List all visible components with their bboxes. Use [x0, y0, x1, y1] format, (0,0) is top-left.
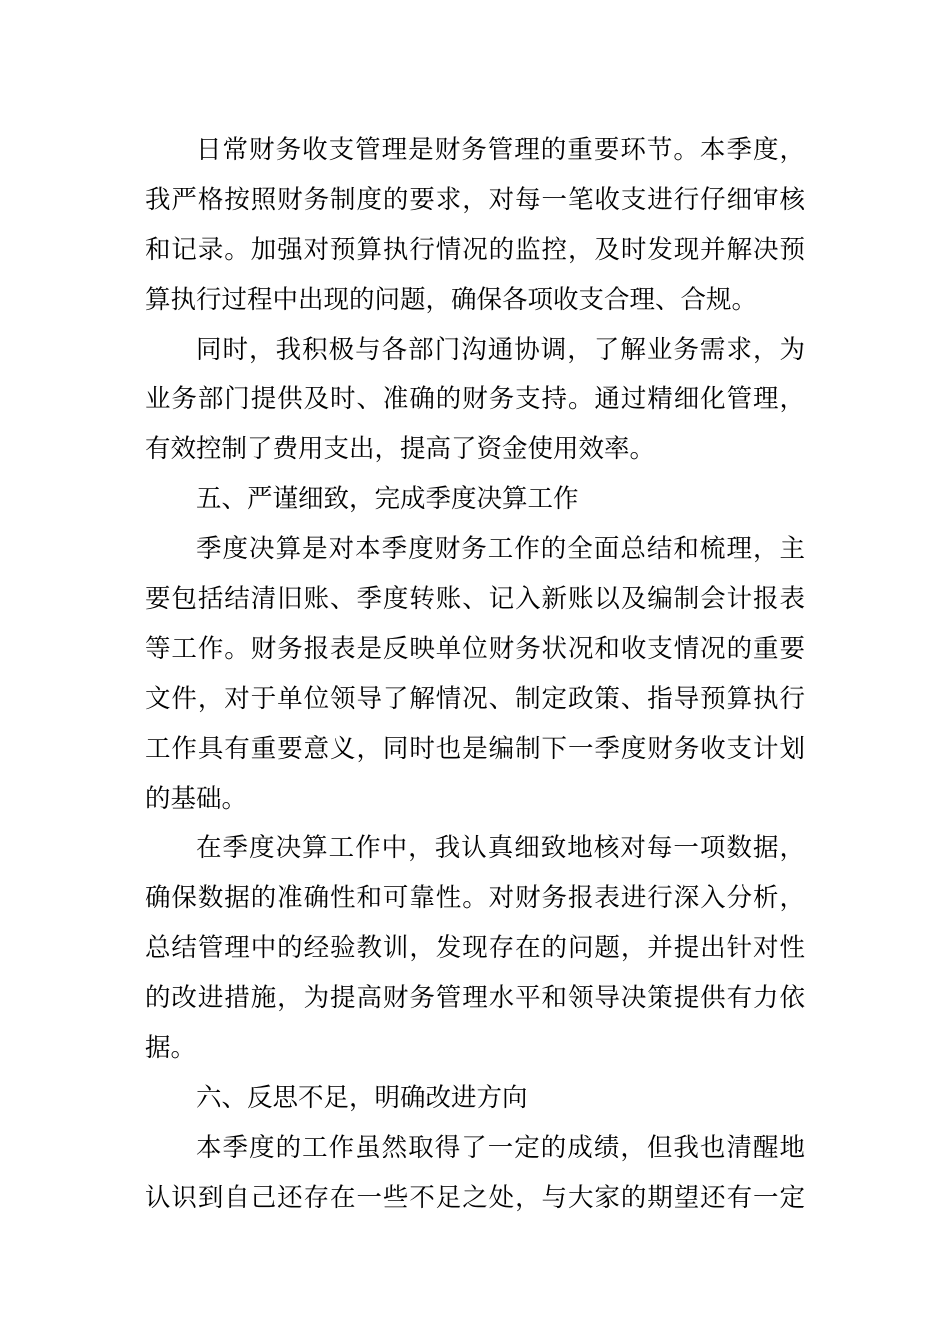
- body-paragraph: [145, 126, 805, 326]
- body-paragraph: [145, 824, 805, 1073]
- paragraph-line: 在季度决算工作中，我认真细致地核对每一项数据，: [196, 833, 805, 864]
- paragraph-line: 的改进措施，为提高财务管理水平和领导决策提供有力依: [145, 983, 805, 1014]
- paragraph-line: 业务部门提供及时、准确的财务支持。通过精细化管理，: [145, 384, 805, 415]
- paragraph-line: 同时，我积极与各部门沟通协调，了解业务需求，为: [196, 334, 805, 365]
- heading-text: 五、严谨细致，完成季度决算工作: [196, 484, 579, 515]
- body-paragraph: [145, 1124, 805, 1224]
- paragraph-line: 要包括结清旧账、季度转账、记入新账以及编制会计报表: [145, 584, 805, 615]
- paragraph-line: 据。: [145, 1033, 197, 1064]
- body-paragraph: [145, 326, 805, 476]
- heading-text: 六、反思不足，明确改进方向: [196, 1082, 528, 1113]
- paragraph-line: 本季度的工作虽然取得了一定的成绩，但我也清醒地: [196, 1132, 805, 1163]
- paragraph-line: 我严格按照财务制度的要求，对每一笔收支进行仔细审核: [145, 184, 805, 215]
- paragraph-line: 有效控制了费用支出，提高了资金使用效率。: [145, 434, 656, 465]
- paragraph-line: 算执行过程中出现的问题，确保各项收支合理、合规。: [145, 284, 758, 315]
- paragraph-line: 季度决算是对本季度财务工作的全面总结和梳理，主: [196, 534, 805, 565]
- document-body: [145, 126, 805, 1224]
- body-paragraph: [145, 525, 805, 824]
- section-heading: [145, 1074, 805, 1124]
- paragraph-line: 日常财务收支管理是财务管理的重要环节。本季度，: [196, 135, 805, 165]
- paragraph-line: 文件，对于单位领导了解情况、制定政策、指导预算执行: [145, 683, 805, 714]
- paragraph-line: 等工作。财务报表是反映单位财务状况和收支情况的重要: [145, 633, 805, 664]
- paragraph-line: 认识到自己还存在一些不足之处，与大家的期望还有一定: [145, 1182, 805, 1213]
- paragraph-line: 的基础。: [145, 783, 248, 814]
- paragraph-line: 总结管理中的经验教训，发现存在的问题，并提出针对性: [145, 933, 805, 964]
- paragraph-line: 工作具有重要意义，同时也是编制下一季度财务收支计划: [145, 733, 805, 764]
- paragraph-line: 确保数据的准确性和可靠性。对财务报表进行深入分析，: [145, 883, 805, 914]
- section-heading: [145, 475, 805, 525]
- paragraph-line: 和记录。加强对预算执行情况的监控，及时发现并解决预: [145, 234, 805, 265]
